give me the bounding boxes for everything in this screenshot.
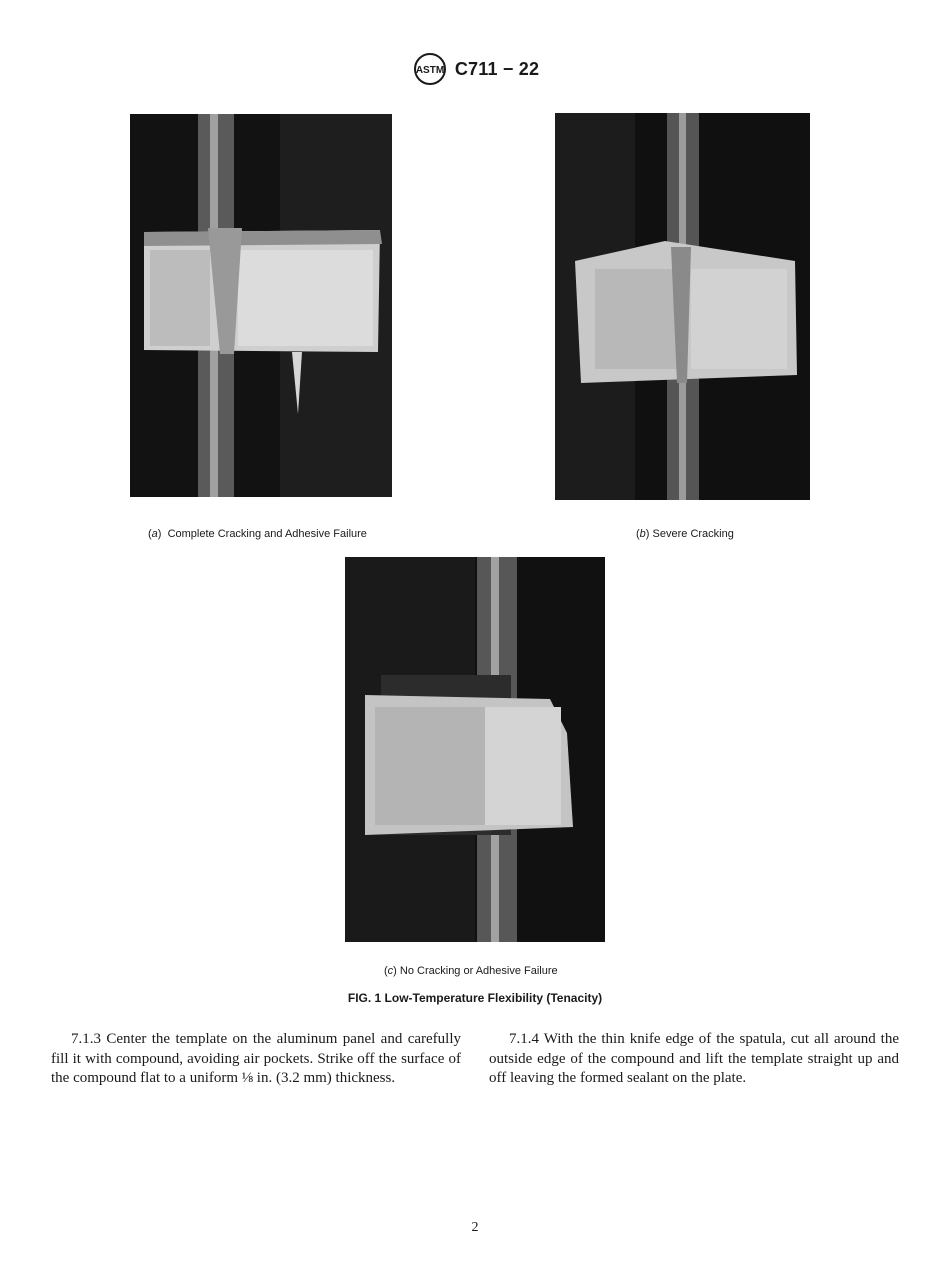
caption-c-label: c [387, 965, 394, 977]
caption-b-label: b [639, 528, 646, 540]
astm-logo [411, 52, 449, 86]
figure-title: FIG. 1 Low-Temperature Flexibility (Tenacity) [347, 991, 603, 1005]
caption-a-text: Complete Cracking and Adhesive Failure [167, 528, 367, 540]
photo-a [130, 114, 392, 497]
paragraph-7-1-4: 7.1.4 With the thin knife edge of the spatula, cut all around the outside edge of the compound and lift the template straight up and off leaving the formed sealant on the plate. [489, 1031, 899, 1086]
page-header [0, 52, 950, 86]
photo-b [555, 113, 810, 500]
page-number: 2 [471, 1220, 479, 1235]
standard-designation: C711 − 22 [454, 58, 540, 79]
caption-b-text: Severe Cracking [652, 528, 734, 540]
caption-c: (c) No Cracking or Adhesive Failure [384, 965, 558, 977]
caption-b: (b) Severe Cracking [636, 528, 734, 540]
photo-c [345, 557, 605, 942]
logo-text: ASTM [415, 65, 444, 76]
paragraph-7-1-3: 7.1.3 Center the template on the aluminum panel and carefully fill it with compound, avoiding air pockets. Strike off the surface of the compound flat to a uniform ⅛ in. (3.2 mm) thickness. [51, 1031, 461, 1086]
caption-a-label: a [151, 528, 158, 540]
caption-c-text: No Cracking or Adhesive Failure [399, 965, 558, 977]
caption-a: (a) Complete Cracking and Adhesive Failure [148, 528, 367, 540]
